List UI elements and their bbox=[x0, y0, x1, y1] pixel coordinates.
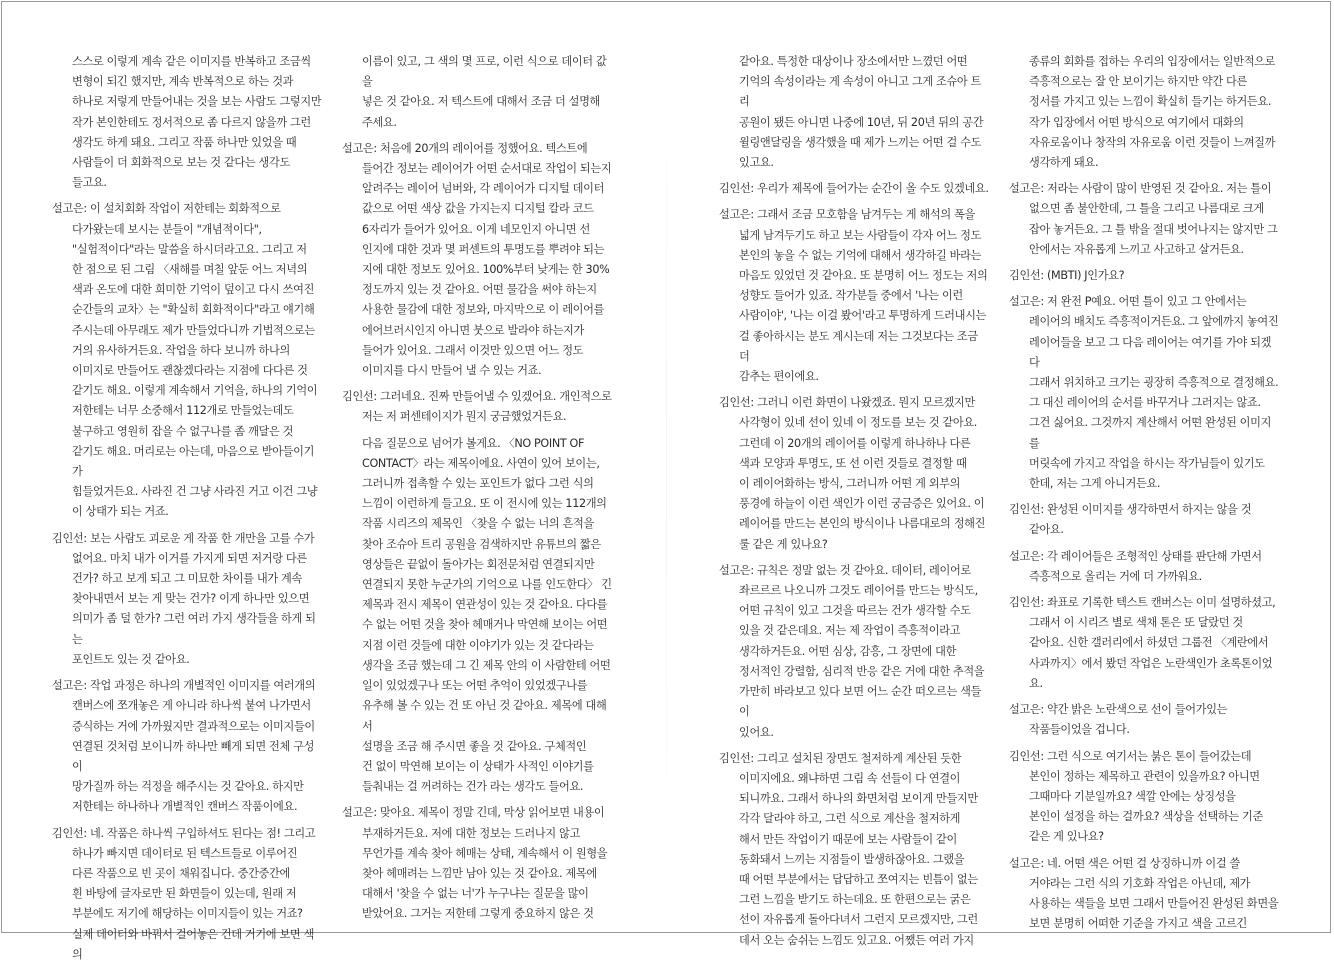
speaker-paragraph: 김인선: (MBTI) J인가요? bbox=[1009, 269, 1125, 283]
speaker-paragraph: 김인선: 그러니 이런 화면이 나왔겠죠. 뭔지 모르겠지만 사각형이 있네 선이 있네 이 정도를 보는 것 같아요. 그런데 이 20개의 레이어를 이렇게 하나하나 다른 색과 모양과 투명도, 또 선 이런 것들로 결정할 때 이 레이어화하는 방식, 그러니까 어떤 게 외부의 풍경에 하늘이 이런 색인가 이런 궁금증은 있어요. 이 레이어를 만드는 본인의 방식이나 나름대로의 정해진 룰 같은 게 있나요? bbox=[719, 396, 986, 551]
speaker-paragraph: 김인선: 우리가 제목에 들어가는 순간이 올 수도 있겠네요. bbox=[719, 182, 989, 196]
speaker-paragraph: 설고은: 약간 밝은 노란색으로 선이 들어가있는 작품들이었을 겁니다. bbox=[1009, 703, 1228, 737]
column-2 bbox=[342, 52, 614, 931]
speaker-paragraph: 설고은: 규칙은 정말 없는 것 같아요. 데이터, 레이어로 좌르르르 나오니까 그것도 레이어를 만드는 방식도, 어떤 규칙이 있고 그것을 따르는 건가 생각할 수도 있을 것 같은데요. 저는 제 작업이 즉흥적이라고 생각하거든요. 어떤 심상, 감흥, 그 장면에 대한 정서적인 강렬함, 심리적 반응 같은 거에 대한 추적을 가만히 바라보고 있다 보면 어느 순간 떠오르는 색들이 있어요. bbox=[719, 563, 985, 739]
speaker-paragraph: 설고은: 각 레이어들은 조형적인 상태를 판단해 가면서 즉흥적으로 올리는 거에 더 가까워요. bbox=[1009, 549, 1262, 583]
speaker-paragraph: 김인선: 보는 사람도 괴로운 게 작품 한 개만을 고를 수가 없어요. 마치 내가 이거를 가지게 되면 저거랑 다른 건가? 하고 보게 되고 그 미묘한 차이를 내가 계속 찾아내면서 보는 게 맞는 건가? 이게 하나만 있으면 의미가 좀 덜 한가? 그런 여러 가지 생각들을 하게 되는 포인트도 있는 것 같아요. bbox=[52, 531, 316, 666]
speaker-paragraph: 김인선: 그런 식으로 여기서는 붉은 톤이 들어갔는데 본인이 정하는 제목하고 관련이 있을까요? 아니면 그때마다 기분일까요? 색깔 안에는 상징성을 본인이 설정을 하는 걸까요? 색상을 선택하는 기준 같은 게 있나요? bbox=[1009, 749, 1263, 844]
paragraph: 이름이 있고, 그 색의 몇 프로, 이런 식으로 데이터 값을 넣은 것 같아요. 저 텍스트에 대해서 조금 더 설명해 주세요. bbox=[362, 55, 607, 129]
speaker-paragraph: 설고은: 처음에 20개의 레이어를 정했어요. 텍스트에 들어간 정보는 레이어가 어떤 순서대로 작업이 되는지 알려주는 레이어 넘버와, 각 레이어가 디지털 데이터 값으로 어떤 색상 값을 가지는지 디지털 칼라 코드 6자리가 들어가 있어요. 이게 네모인지 아니면 선 인지에 대한 것과 몇 퍼센트의 투명도를 뿌려야 되는 지에 대한 정보도 있어요. 100%부터 낮게는 한 30% 정도까지 있는 것 같아요. 어떤 물감을 써야 하는지 사용한 물감에 대한 정보와, 마지막으로 이 레이어를 에어브러시인지 아니면 붓으로 발라야 하는지가 들어가 있어요. 그래서 이것만 있으면 어느 정도 이미지를 다시 만들어 낼 수 있는 거죠. bbox=[342, 141, 612, 378]
column-3 bbox=[719, 52, 991, 957]
paragraph: 같아요. 특정한 대상이나 장소에서만 느꼈던 어떤 기억의 속성이라는 게 속성이 아니고 그게 조슈아 트리 공원이 됐든 아니면 나중에 10년, 뒤 20년 뒤의 공간 윌링앤달링을 생각했을 때 제가 느끼는 어떤 걸 수도 있고요. bbox=[739, 55, 984, 170]
paragraph: 다음 질문으로 넘어가 볼게요. 〈NO POINT OF CONTACT〉라는 제목이에요. 사연이 있어 보이는, 그러니까 접촉할 수 있는 포인트가 없다 그런 식의 느낌이 이런하게 들고요. 또 이 전시에 있는 112개의 작품 시리즈의 제목인 〈찾을 수 없는 너의 흔적을 찾아 조슈아 트리 공원을 검색하지만 유튜브의 짧은 영상들은 끝없이 돌아가는 회전문처럼 연결되지만 연결되지 못한 누군가의 기억으로 나를 인도한다〉 긴 제목과 전시 제목이 연관성이 있는 것 같아요. 다다를 수 없는 어떤 것을 찾아 헤매거나 막연해 보이는 어떤 지점 이런 것들에 대한 이야기가 있는 것 같다라는 생각을 조금 했는데 그 긴 제목 안의 이 사람한테 어떤 일이 있었겠구나 또는 어떤 추억이 있었겠구나를 유추해 볼 수 있는 건 또 아닌 것 같아요. 제목에 대해서 설명을 조금 해 주시면 좋을 것 같아요. 구체적인 건 없이 막연해 보이는 이 상태가 사적인 이야기를 들춰내는 걸 꺼려하는 건가 라는 생각도 들어요. bbox=[362, 436, 612, 794]
speaker-paragraph: 설고은: 작업 과정은 하나의 개별적인 이미지를 여러개의 캔버스에 쪼개놓은 게 아니라 하나씩 붙여 나가면서 증식하는 거에 가까웠지만 결과적으로는 이미지들이 연결된 것처럼 보이니까 하나만 빼게 되면 전체 구성이 망가질까 하는 걱정을 해주시는 것 같아요. 하지만 저한테는 하나하나 개별적인 캔버스 작품이에요. bbox=[52, 679, 316, 814]
column-4 bbox=[1009, 52, 1281, 940]
speaker-paragraph: 설고은: 저라는 사람이 많이 반영된 것 같아요. 저는 틀이 없으면 좀 불안한데, 그 틀을 그리고 나름대로 크게 잡아 놓거든요. 그 틀 밖을 절대 벗어나지는 않지만 그 안에서는 자유롭게 느끼고 사고하고 살거든요. bbox=[1009, 182, 1278, 256]
speaker-paragraph: 설고은: 맞아요. 제목이 정말 긴데, 막상 읽어보면 내용이 부재하거든요. 저에 대한 정보는 드러나지 않고 무언가를 계속 찾아 헤매는 상태, 계속해서 이 원형을 찾아 헤매려는 느낌만 남아 있는 것 같아요. 제목에 대해서 '찾을 수 없는 너'가 누구냐는 질문을 많이 받았어요. 그거는 저한테 그렇게 중요하지 않은 것 bbox=[342, 806, 608, 921]
page-gutter bbox=[666, 0, 667, 936]
paragraph: 종류의 회화를 접하는 우리의 입장에서는 일반적으로 즉흥적으로는 잘 안 보이기는 하지만 약간 다른 정서를 가지고 있는 느낌이 확실히 들기는 하거든요. 작가 입장에서 어떤 방식으로 여기에서 대화의 자유로움이나 창작의 자유로움 이런 것들이 느껴질까 생각하게 돼요. bbox=[1029, 55, 1276, 170]
speaker-paragraph: 김인선: 네. 작품은 하나씩 구입하셔도 된다는 점! 그리고 하나가 빠지면 데이터로 된 텍스트들로 이루어진 다른 작품으로 빈 곳이 채워집니다. 중간중간에 흰 바탕에 글자로만 된 화면들이 있는데, 원래 저 부분에도 저기에 해당하는 이미지들이 있는 거죠? 실제 데이터와 바꿔서 걸어놓은 건데 거기에 보면 색의 bbox=[52, 826, 316, 961]
paragraph: 스스로 이렇게 계속 같은 이미지를 반복하고 조금씩 변형이 되긴 했지만, 계속 반복적으로 하는 것과 하나로 저렇게 만들어내는 것을 보는 사람도 그렇지만 작가 본인한테도 정서적으로 좀 다르지 않을까 그런 생각도 하게 돼요. 그리고 작품 하나만 있었을 때 사람들이 더 회화적으로 보는 것 같다는 생각도 들고요. bbox=[72, 55, 322, 190]
speaker-paragraph: 김인선: 그리고 설치된 장면도 철저하게 계산된 듯한 이미지에요. 왜냐하면 그림 속 선들이 다 연결이 되니까요. 그래서 하나의 화면처럼 보이게 만들지만 각각 달라야 하고, 그런 식으로 계산을 철저하게 해서 만든 작업이기 때문에 보는 사람들이 같이 동화돼서 느끼는 지점들이 발생하잖아요. 그랬을 때 어떤 부분에서는 답답하고 쪼여지는 빈틈이 없는 그런 느낌을 받기도 하는데요. 또 한편으로는 굵은 선이 자유롭게 돌아다녀서 그런지 모르겠지만, 그런 데서 오는 숨쉬는 느낌도 있고요. 어쨌든 여러 가지 bbox=[719, 751, 978, 947]
speaker-paragraph: 김인선: 그러네요. 진짜 만들어낼 수 있겠어요. 개인적으로 저는 저 퍼센테이지가 뭔지 궁금했었거든요. bbox=[342, 390, 612, 424]
speaker-paragraph: 김인선: 완성된 이미지를 생각하면서 하지는 않을 것 같아요. bbox=[1009, 503, 1252, 537]
speaker-paragraph: 설고은: 그래서 조금 모호함을 남겨두는 게 해석의 폭을 넓게 남겨두기도 하고 보는 사람들이 각자 어느 정도 본인의 놓을 수 없는 기억에 대해서 생각하길 바라는 마음도 있었던 것 같아요. 또 분명히 어느 정도는 저의 성향도 들어가 있죠. 작가분들 중에서 '나는 이런 사람이야', '나는 이걸 봤어'라고 투명하게 드러내시는 걸 좋아하시는 분도 계시는데 저는 그것보다는 조금 더 감추는 편이에요. bbox=[719, 208, 988, 384]
speaker-paragraph: 설고은: 저 완전 P예요. 어떤 틀이 있고 그 안에서는 레이어의 배치도 즉흥적이거든요. 그 앞에까지 놓여진 레이어들을 보고 그 다음 레이어는 여기를 가야 되겠다 그래서 위치하고 크기는 굉장히 즉흥적으로 결정해요. 그 대신 레이어의 순서를 바꾸거나 그러지는 않죠. 그건 싫어요. 그것까지 계산해서 어떤 완성된 이미지를 머릿속에 가지고 작업을 하시는 작가님들이 있기도 한데, 저는 그게 아니거든요. bbox=[1009, 295, 1279, 491]
speaker-paragraph: 설고은: 네. 어떤 색은 어떤 걸 상징하니까 이걸 쓸 거야라는 그런 식의 기호화 작업은 아닌데, 제가 사용하는 색들을 보면 그래서 만들어진 완성된 화면을 보면 분명히 어떠한 기준을 가지고 색을 고르긴 bbox=[1009, 856, 1279, 931]
speaker-paragraph: 설고은: 이 설치회화 작업이 저한테는 회화적으로 다가왔는데 보시는 분들이 "개념적이다", "실험적이다"라는 말씀을 하시더라고요. 그리고 저 한 점으로 된 그림 〈새해를 며칠 앞둔 어느 저녁의 색과 온도에 대한 희미한 기억이 덮이고 다시 쓰여진 순간들의 교차〉는 "확실히 회화적이다"라고 얘기해 주시는데 아무래도 제가 만들었다니까 기법적으로는 거의 유사하거든요. 작업을 하다 보니까 하나의 이미지로 만들어도 괜찮겠다라는 지점에 다다른 것 같기도 해요. 이렇게 계속해서 기억을, 하나의 기억이 저한테는 너무 소중해서 112개로 만들었는데도 불구하고 영원히 잡을 수 없구나를 좀 깨달은 것 같기도 해요. 머리로는 아는데, 마음으로 받아들이기가 힘들었거든요. 사라진 건 그냥 사라진 거고 이건 그냥 이 상태가 되는 거죠. bbox=[52, 202, 318, 519]
speaker-paragraph: 김인선: 좌표로 기록한 텍스트 캔버스는 이미 설명하셨고, 그래서 이 시리즈 별로 색채 톤은 또 달랐던 것 같아요. 신한 갤러리에서 하셨던 그룹전 〈계란에서 사과까지〉에서 봤던 작업은 노란색인가 초록톤이었요. bbox=[1009, 596, 1276, 690]
column-1 bbox=[52, 52, 324, 971]
